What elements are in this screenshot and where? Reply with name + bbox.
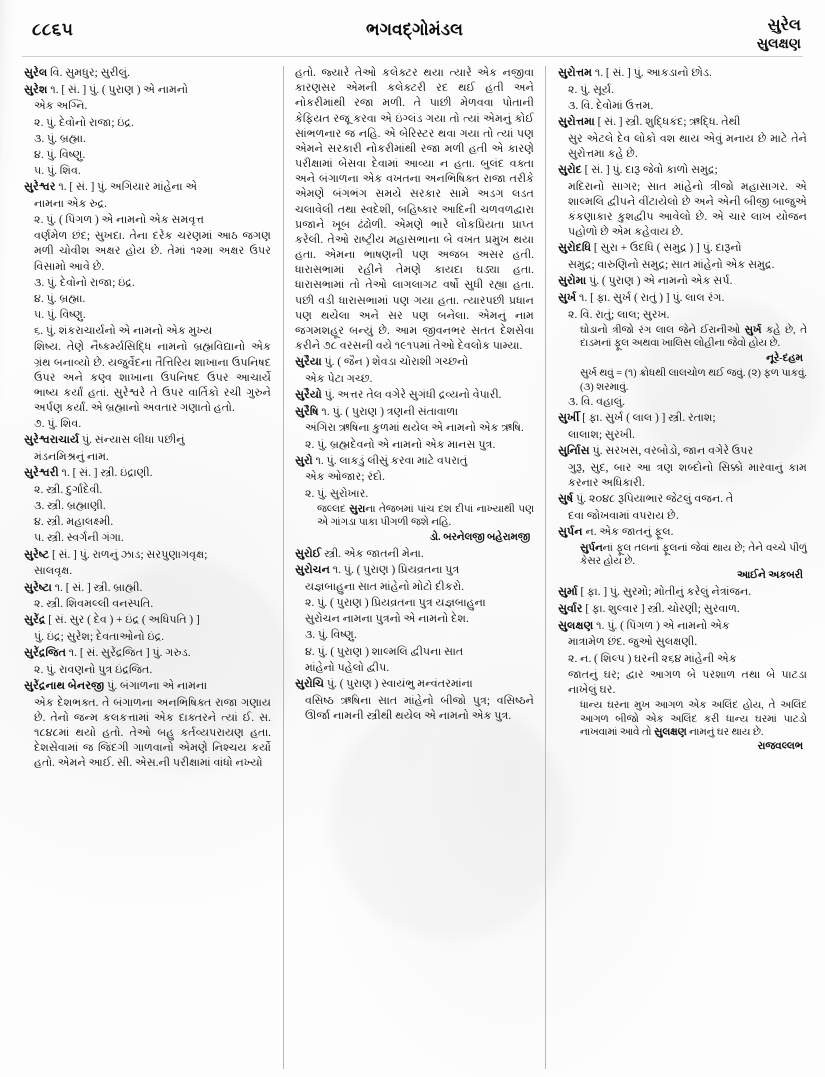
- entry-sense: ૨. વિ. રાતું; લાલ; સુરખ.: [567, 308, 670, 321]
- dictionary-entry: [24, 613, 271, 628]
- entry-continuation: મંડનમિશ્રનું નામ.: [34, 451, 109, 464]
- entry-headword: સુરેલ: [24, 67, 48, 79]
- entry-continuation: વસિષ્ઠ ઋષિના સાત માંહેનો બીજો પુત્ર; વસિષ્ઠને ઊર્જા નામની સ્ત્રીથી થયેલ એ નામનો એક પુત્ર.: [304, 694, 534, 722]
- entry-headword: સુર્ખ: [557, 291, 577, 304]
- entry-headword: સુરોત્તમા: [557, 116, 595, 129]
- entry-definition: [ સં. ] સ્ત્રી. શુદ્ધિકંદ; ઋદ્ધિ. તેથી: [594, 116, 741, 129]
- entry-definition: પું. સરખસ, વરબોડો, જાન વગેરે ઉપર: [589, 445, 754, 458]
- entry-continuation: મદિરાનો સાગર; સાત માંહેનો ત્રીજો મહાસાગર. એ શાલ્મલિ દ્વીપને વીંટાયેલો છે અને એની બીજી બાજુએ કંકણાકાર કુશદ્વીપ આવેલો છે. એ ચાર લાખ યોજન પહોળો છે એમ કહેવાય છે.: [567, 180, 807, 239]
- dictionary-entry: [558, 163, 807, 178]
- entry-continuation: યજ્ઞબાહુના સાત માંહેનો મોટો દીકરો.: [304, 580, 465, 593]
- entry-headword: સુરૈયો: [294, 389, 322, 402]
- usage-quotation: સુર્પનનાં ફૂલ તલનાં ફૂલનાં જેવાં થાય છે; તેને વચ્ચે પીળું કેસર હોય છે.: [579, 542, 807, 568]
- entry-sense: ૬. પું. શંકરાચાર્યનો એ નામનો એક મુખ્ય: [34, 325, 213, 338]
- dictionary-entry: [558, 291, 807, 306]
- entry-definition: [ સં. ] પું. દારૂ જેવો કાળો સમુદ્ર;: [581, 164, 718, 177]
- entry-headword: સુરોચન: [294, 564, 330, 577]
- entry-definition: ૧. [ ફા. સુર્ખ ( રાતું ) ] પું. લાલ રંગ.: [576, 291, 725, 304]
- usage-quotation: જલ્લદ સુરાના તેજબમાં પાંચ દશ દીપાં નાખ્યાથી પણ એ ગાંગડા પાકા પીગળી જશે નહિ.: [316, 503, 534, 529]
- column-right: [546, 66, 809, 1069]
- entry-definition: પું. અત્તર તેલ વગેરે સુગંધી દ્રવ્યનો વેપારી.: [321, 389, 502, 402]
- usage-quotation: સુર્ખ થવું = (૧) ક્રોધથી લાલચોળ થઈ જવું. (૨) ફળ પાકવું. (૩) શરમાવું.: [579, 368, 807, 393]
- entry-headword: સુરેષ્ટા: [24, 581, 52, 594]
- entry-sense: ૩. વિ. વહાલું.: [567, 396, 626, 409]
- entry-headword: સુરો: [294, 454, 313, 467]
- entry-continuation: એક દેશભક્ત. તે બંગાળના અનભિષિક્ત રાજા ગણાય છે. તેનો જન્મ કલકત્તામાં એક દાક્તરને ત્યાં ઈ. સ. ૧૮૪૮માં થયો હતો. તેઓ બહુ કર્તવ્યપરાયણ હતા. દેશસેવામાં જ જિંદગી ગાળવાનો એમણે નિશ્ચય કર્યો હતો. એમને આઈ. સી. એસ.ની પરીક્ષામાં વાંધો નખ્યો: [34, 696, 271, 770]
- quotation-source: આઈને અકબરી: [736, 570, 803, 582]
- entry-sense: ૪. પું. બ્રહ્મા.: [34, 292, 86, 305]
- entry-sense: ૨. પું. સુરોખાર.: [304, 487, 369, 500]
- quotation-source: ડો. બરનેલજી બહેરામજી: [429, 531, 530, 543]
- dictionary-entry: [24, 679, 271, 694]
- book-title: ભગવદ્ગોમંડલ: [366, 20, 463, 39]
- dictionary-entry: [24, 180, 271, 195]
- entry-definition: [ ફા. ] પું. સુરમો; મોતીનું કરેલું નેત્રાંજન.: [577, 586, 752, 599]
- entry-continuation: લાલાશ; સુરખી.: [567, 429, 635, 442]
- entry-headword: સુરેષ્ટ: [24, 548, 50, 561]
- entry-sense: ૨. ન. ( શિલ્પ ) ઘરની ૨૬૪ માંહેની એક: [567, 652, 737, 665]
- entry-headword: સુલક્ષણ: [557, 619, 594, 632]
- dictionary-entry: [558, 492, 807, 507]
- dictionary-entry: [295, 454, 534, 469]
- entry-continuation: સાલવૃક્ષ.: [34, 565, 73, 578]
- entry-definition: પું. ( જૈન ) શેવડા ચોરાશી ગચ્છનો: [321, 356, 469, 369]
- entry-definition: [ સં. સુર ( દેવ ) + ઇંદ્ર ( અધિપતિ ) ]: [45, 614, 200, 627]
- dictionary-entry: [24, 433, 271, 448]
- entry-sense: ૫. સ્ત્રી. સ્વર્ગની ગંગા.: [34, 532, 124, 545]
- dictionary-entry: [295, 405, 534, 420]
- entry-continuation: નામના એક રુદ્ર.: [34, 197, 107, 210]
- entry-definition: ૧. [ સં. ] પું. અગિયાર માંહેના એ: [55, 181, 198, 194]
- entry-definition: ૧. પું. ( પિંગળ ) એ નામનો એક: [593, 619, 730, 632]
- dictionary-entry: [295, 388, 534, 403]
- entry-sense: ૩. વિ. દેવોમાં ઉત્તમ.: [567, 99, 654, 112]
- dictionary-entry: [558, 274, 807, 289]
- body-paragraph: હતો. જ્યારે તેઓ કલેક્ટર થયા ત્યારે એક નજીવા કારણસર એમની કલેક્ટરી રદ થઈ હતી અને નોકરીમાંથી રજા મળી. તે પાછી મેળવવા પોતાની કેફિયત રજૂ કરવા એ ઇંગ્લંડ ગયા તો ત્યાં એમનું કોઈ સાંભળનાર જ નહિ. એ બેરિસ્ટર થવા ગયા તો ત્યાં પણ એમને સરકારી નોકરીમાંથી રજા મળી હતી એ કારણે પરીક્ષામાં બેસવા દેવામાં આવ્યા ન હતા. બુલંદ વક્તા અને બંગાળના એક વખતના અનભિષિક્ત રાજા તરીકે એમણે બંગભંગ સમયે સરકાર સામે અડગ લડત ચલાવેલી તથા સ્વદેશી, બહિષ્કાર આદિની ચળવળદ્વારા પ્રજાને ખૂબ ઢંઢોળી. એમણે ભારે લોકપ્રિયતા પ્રાપ્ત કરેલી. તેઓ રાષ્ટ્રીય મહાસભાના બે વખત પ્રમુખ થયા હતા. એમના ભાષણની પણ અજબ અસર હતી. ધારાસભામાં રહીને તેમણે કાયદા ઘડ્યા હતા. ધારાસભામાં તો તેઓ લાગલાગટ વર્ષો સુધી રહ્યા હતા. પછી વડી ધારાસભામાં પણ ગયા હતા. ત્યારપછી પ્રધાન પણ થયેલા અને સર પણ બનેલા. એમનું નામ જગમશહૂર બન્યું છે. આમ જીવનભર સતત દેશસેવા કરીને ૭૮ વરસની વયે ૧૯૧૫માં તેઓ દેવલોક પામ્યા.: [294, 67, 534, 353]
- quotation-source: નૂરે-દહમ: [766, 352, 803, 364]
- entry-continuation: એક અગ્નિ.: [34, 100, 88, 113]
- dictionary-entry: [24, 581, 271, 596]
- entry-definition: ૧. [ સં. સુરેંદ્રજિત ] પું. ગરુડ.: [66, 647, 191, 660]
- dictionary-entry: [558, 115, 807, 130]
- entry-definition: [ સં. ] પું. રાળનું ઝાડ; સરપુણાગવૃક્ષ;: [49, 548, 208, 561]
- entry-continuation: શિષ્ય. તેણે નૈષ્કર્મ્યસિદ્ધિ નામનો બ્રહ્મવિદ્યાનો એક ગ્રંથ બનાવ્યો છે. યજુર્વેદના તૈત્તિરિય શાખાના ઉપનિષદ ઉપર અને કણ્વ શાખાના ઉપનિષદ ઉપર આચાર્યે ભાષ્ય કર્યાં હતાં. સુરેશ્વરે તે ઉપર વાર્તિકો રચી ગુરુને અર્પણ કર્યાં. એ બ્રહ્માનો અવતાર ગણાતો હતો.: [34, 341, 271, 415]
- entry-continuation: માત્રામેળ છંદ. જુઓ સુલક્ષણી.: [567, 636, 698, 649]
- dictionary-entry: [24, 466, 271, 481]
- entry-continuation: અંગિરા ઋષિના કુળમાં થયેલ એ નામનો એક ઋષિ.: [304, 422, 524, 435]
- entry-sense: ૭. પું. શિવ.: [34, 418, 82, 431]
- entry-headword: સુરોદ: [557, 164, 582, 177]
- dictionary-entry: [558, 602, 807, 617]
- column-left: [20, 66, 283, 1069]
- quotation-source: રાજવલ્લભ: [757, 741, 803, 753]
- entry-headword: સુર્ષ: [557, 493, 574, 506]
- entry-sense: ૩. સ્ત્રી. બ્રહ્માણી.: [34, 500, 106, 513]
- dictionary-entry: [558, 525, 807, 540]
- entry-headword: સુરેશ: [24, 83, 48, 96]
- entry-headword: સુરોચિ: [294, 677, 325, 690]
- entry-definition: [ ફા. સુર્ખ ( લાલ ) ] સ્ત્રી. રતાશ;: [579, 412, 716, 425]
- entry-headword: સુરેશ્વરાચાર્ય: [24, 434, 80, 447]
- entry-sense: ૩. પું. વિષ્ણુ.: [304, 629, 357, 642]
- dictionary-entry: [558, 241, 807, 256]
- entry-continuation: જાતનું ઘર; દ્વાર આગળ બે પરશાળ તથા બે પાટડા નાખેલું ઘર.: [567, 668, 807, 696]
- entry-headword: સુરોઈ: [294, 547, 322, 560]
- entry-sense: ૨. પું. રાવણનો પુત્ર ઇંદ્રજિત.: [34, 663, 153, 676]
- entry-sense: ૪. પું. વિષ્ણુ.: [34, 148, 86, 161]
- entry-headword: સુર્નાિસ: [557, 445, 590, 458]
- entry-sense: ૪. પું. ( પુરાણ ) શાલ્મલિ દ્વીપના સાત: [304, 645, 464, 658]
- entry-sense: ૨. સ્ત્રી. દુર્ગાદેવી.: [34, 483, 103, 496]
- entry-continuation: એક ઓજાર; રંદો.: [304, 471, 385, 484]
- entry-headword: સુરેંદ્રનાથ બેનરજી: [24, 680, 105, 693]
- entry-definition: પું. ( પુરાણ ) એ નામનો એક સર્પ.: [586, 275, 733, 288]
- column-container: [20, 66, 809, 1069]
- entry-definition: [ ફા. શુલ્વાર ] સ્ત્રી. ચોરણી; સુરવાળ.: [582, 603, 740, 616]
- page-header: [22, 14, 807, 62]
- entry-headword: સુરોમા: [557, 275, 587, 288]
- entry-sense: ૨. પું. સૂર્ય.: [567, 83, 615, 96]
- folio-number: ૮૮૬૫: [32, 20, 74, 39]
- entry-definition: ૧. પું. લાકડું લીસું કરવા માટે વપરાતું: [312, 454, 468, 467]
- entry-definition: પું. બંગાળના એ નામના: [104, 680, 208, 693]
- entry-headword: સુરૈષિ: [294, 405, 319, 418]
- entry-definition: ૧. [ સં. ] સ્ત્રી. બ્રાહ્મી.: [51, 581, 143, 594]
- dictionary-entry: [295, 547, 534, 562]
- dictionary-entry: [295, 563, 534, 578]
- entry-sense: ૨. પું. ( પુરાણ ) પ્રિયવ્રતના પુત્ર યજ્ઞબાહુના: [304, 597, 486, 610]
- running-head-last-entry: સુલક્ષણ: [756, 37, 801, 52]
- entry-continuation: એક પેટા ગચ્છ.: [304, 372, 373, 385]
- entry-headword: સુર્મા: [557, 586, 578, 599]
- entry-sense: ૨. પું. દેવોનો રાજા; ઇંદ્ર.: [34, 116, 134, 129]
- entry-definition: પું. ૨૦૪૮ રૂપિયાભાર જેટલું વજન. તે: [573, 493, 734, 506]
- entry-headword: સુરેંદ્રજિત: [24, 647, 66, 660]
- running-head: [757, 16, 801, 54]
- entry-headword: સુરૈયા: [294, 356, 322, 369]
- entry-definition: પું. ( પુરાણ ) સ્વાયંભુ મન્વંતરમાંના: [324, 677, 473, 690]
- entry-definition: ૧. [ સં. ] પું. ( પુરાણ ) એ નામનો: [47, 83, 189, 96]
- entry-sense: ૫. પું. વિષ્ણુ.: [34, 309, 86, 322]
- running-head-first-entry: સુરેલ: [767, 17, 801, 34]
- entry-continuation: દવા જોખવામાં વપરાય છે.: [567, 509, 679, 522]
- entry-headword: સુર્પન: [557, 526, 583, 539]
- entry-sense: ૫. પું. શિવ.: [34, 165, 81, 178]
- usage-quotation: ઘોડાનો ત્રીજો રંગ લાલ જેને ઈરાનીઓ સુર્ખ કહે છે, તે દાડમનાં ફૂલ અથવા ખાલિસ લોહીના જેવો હોય છે.: [579, 324, 807, 350]
- entry-definition: [ સુરા + ઉદધિ ( સમુદ્ર ) ] પું. દારૂનો: [591, 242, 742, 255]
- usage-quotation: ધાન્ય ઘરના મુખ આગળ એક અલિંદ હોય, તે અલિંદ આગળ બીજો એક અલિંદ કરી ધાન્ય ઘરમાં પાટડો નાખવામાં આવે તો સુલક્ષણ નામનું ઘર થાય છે.: [579, 700, 807, 738]
- dictionary-entry: [24, 66, 271, 81]
- entry-headword: સુરોદધિ: [557, 242, 592, 255]
- entry-definition: વિ. સુમધુર; સુરીલું.: [47, 67, 130, 79]
- entry-definition: ન. એક જાતનું ફૂલ.: [582, 526, 674, 539]
- entry-headword: સુરેંદ્ર: [24, 614, 46, 627]
- entry-continuation: ગુરૂ, સુદ, બાર આ ત્રણ શબ્દોનો સિક્કો મારવાનું કામ કરનાર અધિકારી.: [567, 461, 807, 490]
- entry-headword: સુર્ખી: [557, 412, 580, 425]
- dictionary-entry: [558, 585, 807, 600]
- entry-headword: સુરેશ્વર: [24, 181, 56, 194]
- entry-continuation: સમુદ્ર; વારુણિનો સમુદ્ર; સાત માંહેનો એક સમુદ્ર.: [567, 259, 775, 272]
- entry-definition: ૧. પું. ( પુરાણ ) ત્રણની સંતાવાળા: [318, 405, 459, 418]
- entry-sense: ૩. પું. દેવોનો રાજા; ઇંદ્ર.: [34, 276, 135, 289]
- entry-headword: સુરોત્તમ: [557, 67, 593, 79]
- entry-definition: ૧. પું. ( પુરાણ ) પ્રિયવ્રતના પુત્ર: [329, 564, 460, 577]
- entry-continuation: માંહેનો પહેલો દ્વીપ.: [304, 661, 390, 674]
- dictionary-entry: [558, 444, 807, 459]
- dictionary-entry: [24, 83, 271, 98]
- entry-definition: સ્ત્રી. એક જાતની મેના.: [321, 547, 424, 560]
- entry-continuation: પું. ઇંદ્ર; સુરેશ; દેવતાઓનો ઇંદ્ર.: [34, 631, 165, 644]
- entry-sense: ૩. પું. બ્રહ્મા.: [34, 132, 86, 145]
- entry-continuation: સુર એટલે દેવ લોકો વશ થાય એવું મનાય છે માટે તેને સુરોત્તમા કહે છે.: [567, 132, 807, 160]
- entry-continuation: સુરોચન નામના પુત્રનો એ નામનો દેશ.: [304, 613, 469, 626]
- entry-sense: ૨. પું. બ્રહ્મદેવનો એ નામનો એક માનસ પુત્ર.: [304, 438, 496, 451]
- entry-headword: સુર્વાર: [557, 603, 583, 616]
- dictionary-entry: [558, 66, 807, 81]
- entry-continuation: વર્ણમેળ છંદ; સુખદા. તેના દરેક ચરણમાં આઠ જગણ મળી ચોવીશ અક્ષર હોય છે. તેમાં ૧૨મા અક્ષર ઉપર વિસામો આવે છે.: [34, 230, 271, 273]
- entry-headword: સુરેશ્વરી: [24, 467, 59, 480]
- entry-definition: ૧. [ સં. ] પું. આકડાનો છોડ.: [592, 67, 712, 79]
- entry-sense: ૨. પું. ( પિંગળ ) એ નામનો એક સમવૃત્ત: [34, 214, 205, 227]
- dictionary-entry: [295, 355, 534, 370]
- entry-definition: ૧. [ સં. ] સ્ત્રી. ઇંદ્રાણી.: [58, 467, 153, 480]
- dictionary-entry: [24, 646, 271, 661]
- entry-definition: પું. સંન્યાસ લીધા પછીનું: [79, 434, 185, 447]
- header-rule: [22, 56, 803, 57]
- entry-sense: ૪. સ્ત્રી. મહાલક્ષ્મી.: [34, 516, 114, 529]
- dictionary-entry: [24, 548, 271, 563]
- dictionary-entry: [295, 677, 534, 692]
- column-middle: [283, 66, 546, 1069]
- dictionary-entry: [558, 411, 807, 426]
- dictionary-entry: [558, 619, 807, 634]
- entry-sense: ૨. સ્ત્રી. શિવમલ્લી વનસ્પતિ.: [34, 598, 154, 611]
